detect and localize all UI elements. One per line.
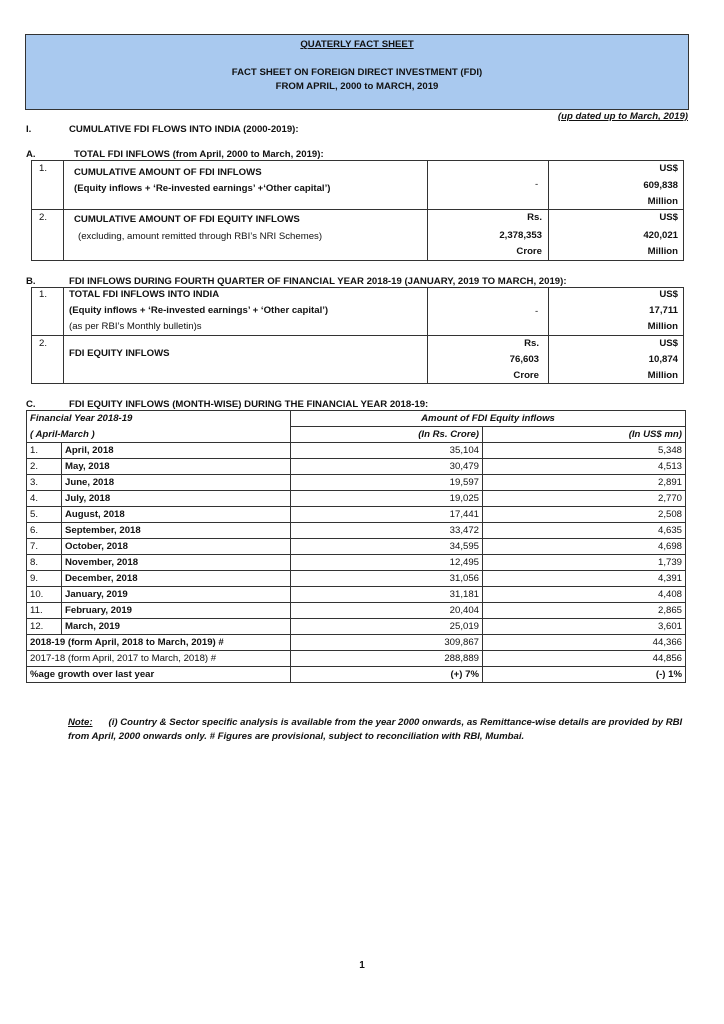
row-rs: 35,104 bbox=[291, 443, 483, 459]
rs-scale: Crore bbox=[513, 370, 539, 381]
row-rs: 34,595 bbox=[291, 539, 483, 555]
row-number: 7. bbox=[27, 539, 62, 555]
header-subtitle: FACT SHEET ON FOREIGN DIRECT INVESTMENT (FDI) bbox=[231, 67, 483, 78]
total-label: 2017-18 (form April, 2017 to March, 2018) # bbox=[27, 651, 291, 667]
row-month: January, 2019 bbox=[62, 587, 291, 603]
row-month: October, 2018 bbox=[62, 539, 291, 555]
row-sublabel: (excluding, amount remitted through RBI’s NRI Schemes) bbox=[78, 231, 323, 242]
row-month: September, 2018 bbox=[62, 523, 291, 539]
row-sublabel: (Equity inflows + ‘Re-invested earnings’ +‘Other capital’) bbox=[74, 183, 331, 194]
table-row bbox=[27, 619, 686, 635]
us-value: 10,874 bbox=[648, 354, 678, 365]
row-number: 8. bbox=[27, 555, 62, 571]
growth-us: (-) 1% bbox=[483, 667, 686, 683]
row-month: March, 2019 bbox=[62, 619, 291, 635]
row-rs: 25,019 bbox=[291, 619, 483, 635]
row-rs: 31,056 bbox=[291, 571, 483, 587]
row-rs: 31,181 bbox=[291, 587, 483, 603]
table-row bbox=[27, 571, 686, 587]
row-us: 3,601 bbox=[483, 619, 686, 635]
row-number: 11. bbox=[27, 603, 62, 619]
table-row bbox=[27, 507, 686, 523]
row-us: 4,698 bbox=[483, 539, 686, 555]
section-c-number: C. bbox=[26, 399, 36, 410]
row-rs: 33,472 bbox=[291, 523, 483, 539]
us-scale: Million bbox=[647, 370, 678, 381]
total-row-2017-18 bbox=[27, 651, 686, 667]
row-us: 4,391 bbox=[483, 571, 686, 587]
table-row bbox=[27, 587, 686, 603]
row-rs: 30,479 bbox=[291, 459, 483, 475]
us-value: 420,021 bbox=[643, 230, 678, 241]
us-unit: US$ bbox=[659, 212, 678, 223]
row-month: June, 2018 bbox=[62, 475, 291, 491]
rs-scale: Crore bbox=[516, 246, 542, 257]
rs-value: 2,378,353 bbox=[499, 230, 542, 241]
row-us: 2,865 bbox=[483, 603, 686, 619]
table-row bbox=[27, 491, 686, 507]
row-number: 3. bbox=[27, 475, 62, 491]
row-month: May, 2018 bbox=[62, 459, 291, 475]
footnote bbox=[68, 716, 688, 744]
row-month: December, 2018 bbox=[62, 571, 291, 587]
section-a-title: TOTAL FDI INFLOWS (from April, 2000 to March, 2019): bbox=[74, 149, 324, 160]
section-i-number: I. bbox=[26, 124, 32, 135]
row-us: 4,408 bbox=[483, 587, 686, 603]
updated-note: (up dated up to March, 2019) bbox=[557, 111, 688, 122]
section-a-number: A. bbox=[26, 149, 36, 160]
row-sublabel: (Equity inflows + ‘Re-invested earnings’ + ‘Other capital’) bbox=[69, 305, 329, 316]
row-us: 1,739 bbox=[483, 555, 686, 571]
page-number: 1 bbox=[359, 960, 365, 971]
row-label: CUMULATIVE AMOUNT OF FDI EQUITY INFLOWS bbox=[74, 214, 300, 225]
us-value: 609,838 bbox=[643, 180, 678, 191]
section-b-title: FDI INFLOWS DURING FOURTH QUARTER OF FINANCIAL YEAR 2018-19 (JANUARY, 2019 TO MARCH, 2019): bbox=[69, 276, 567, 287]
us-unit: US$ bbox=[659, 338, 678, 349]
row-number: 10. bbox=[27, 587, 62, 603]
note-text: (i) Country & Sector specific analysis is available from the year 2000 onwards, as Remittance-wise details are provided by RBI from April, 2000 onwards only. # Figures are provisional, subject to reconciliation with RBI, Mumbai. bbox=[68, 717, 683, 742]
row-us: 2,770 bbox=[483, 491, 686, 507]
table-row bbox=[27, 459, 686, 475]
row-label: FDI EQUITY INFLOWS bbox=[69, 348, 170, 359]
total-us: 44,856 bbox=[483, 651, 686, 667]
table-row-number: 2. bbox=[39, 338, 48, 349]
row-number: 9. bbox=[27, 571, 62, 587]
row-number: 12. bbox=[27, 619, 62, 635]
header-rs: (In Rs. Crore) bbox=[291, 427, 483, 443]
section-c-title: FDI EQUITY INFLOWS (MONTH-WISE) DURING THE FINANCIAL YEAR 2018-19: bbox=[69, 399, 429, 410]
row-rs: 17,441 bbox=[291, 507, 483, 523]
rs-value: - bbox=[535, 179, 539, 190]
us-scale: Million bbox=[647, 321, 678, 332]
table-header-row bbox=[27, 411, 686, 427]
table-header-row bbox=[27, 427, 686, 443]
row-label: CUMULATIVE AMOUNT OF FDI INFLOWS bbox=[74, 167, 262, 178]
growth-label: %age growth over last year bbox=[27, 667, 291, 683]
row-month: July, 2018 bbox=[62, 491, 291, 507]
header-amount: Amount of FDI Equity inflows bbox=[291, 411, 686, 427]
table-row bbox=[27, 555, 686, 571]
header-title: QUATERLY FACT SHEET bbox=[300, 39, 414, 50]
growth-rs: (+) 7% bbox=[291, 667, 483, 683]
us-unit: US$ bbox=[659, 289, 678, 300]
us-scale: Million bbox=[647, 246, 678, 257]
row-number: 4. bbox=[27, 491, 62, 507]
rs-unit: Rs. bbox=[527, 212, 542, 223]
rs-unit: Rs. bbox=[524, 338, 539, 349]
us-unit: US$ bbox=[659, 163, 678, 174]
row-us: 2,891 bbox=[483, 475, 686, 491]
row-month: February, 2019 bbox=[62, 603, 291, 619]
row-number: 5. bbox=[27, 507, 62, 523]
row-rs: 19,597 bbox=[291, 475, 483, 491]
row-label: TOTAL FDI INFLOWS INTO INDIA bbox=[69, 289, 220, 300]
header-period: ( April-March ) bbox=[27, 427, 291, 443]
header-fy: Financial Year 2018-19 bbox=[27, 411, 291, 427]
rs-value: - bbox=[535, 306, 539, 317]
table-row bbox=[27, 603, 686, 619]
table-row-number: 1. bbox=[39, 163, 48, 174]
note-label: Note: bbox=[68, 717, 93, 728]
table-row bbox=[27, 523, 686, 539]
row-number: 6. bbox=[27, 523, 62, 539]
total-row-2018-19 bbox=[27, 635, 686, 651]
row-us: 4,513 bbox=[483, 459, 686, 475]
monthly-inflows-table bbox=[26, 410, 686, 683]
rs-value: 76,603 bbox=[509, 354, 539, 365]
row-number: 2. bbox=[27, 459, 62, 475]
section-b-number: B. bbox=[26, 276, 36, 287]
section-i-title: CUMULATIVE FDI FLOWS INTO INDIA (2000-2019): bbox=[69, 124, 299, 135]
row-number: 1. bbox=[27, 443, 62, 459]
us-scale: Million bbox=[647, 196, 678, 207]
table-row bbox=[27, 443, 686, 459]
table-row-number: 1. bbox=[39, 289, 48, 300]
row-source: (as per RBI’s Monthly bulletin)s bbox=[69, 321, 202, 332]
row-month: August, 2018 bbox=[62, 507, 291, 523]
row-month: November, 2018 bbox=[62, 555, 291, 571]
row-month: April, 2018 bbox=[62, 443, 291, 459]
row-us: 2,508 bbox=[483, 507, 686, 523]
table-row bbox=[27, 539, 686, 555]
us-value: 17,711 bbox=[649, 305, 678, 316]
total-rs: 288,889 bbox=[291, 651, 483, 667]
row-rs: 12,495 bbox=[291, 555, 483, 571]
row-rs: 19,025 bbox=[291, 491, 483, 507]
table-row-number: 2. bbox=[39, 212, 48, 223]
row-us: 5,348 bbox=[483, 443, 686, 459]
header-us: (In US$ mn) bbox=[483, 427, 686, 443]
header-banner bbox=[25, 34, 689, 110]
total-us: 44,366 bbox=[483, 635, 686, 651]
growth-row bbox=[27, 667, 686, 683]
total-rs: 309,867 bbox=[291, 635, 483, 651]
header-period: FROM APRIL, 2000 to MARCH, 2019 bbox=[275, 81, 439, 92]
row-rs: 20,404 bbox=[291, 603, 483, 619]
table-row bbox=[27, 475, 686, 491]
row-us: 4,635 bbox=[483, 523, 686, 539]
total-label: 2018-19 (form April, 2018 to March, 2019) # bbox=[27, 635, 291, 651]
